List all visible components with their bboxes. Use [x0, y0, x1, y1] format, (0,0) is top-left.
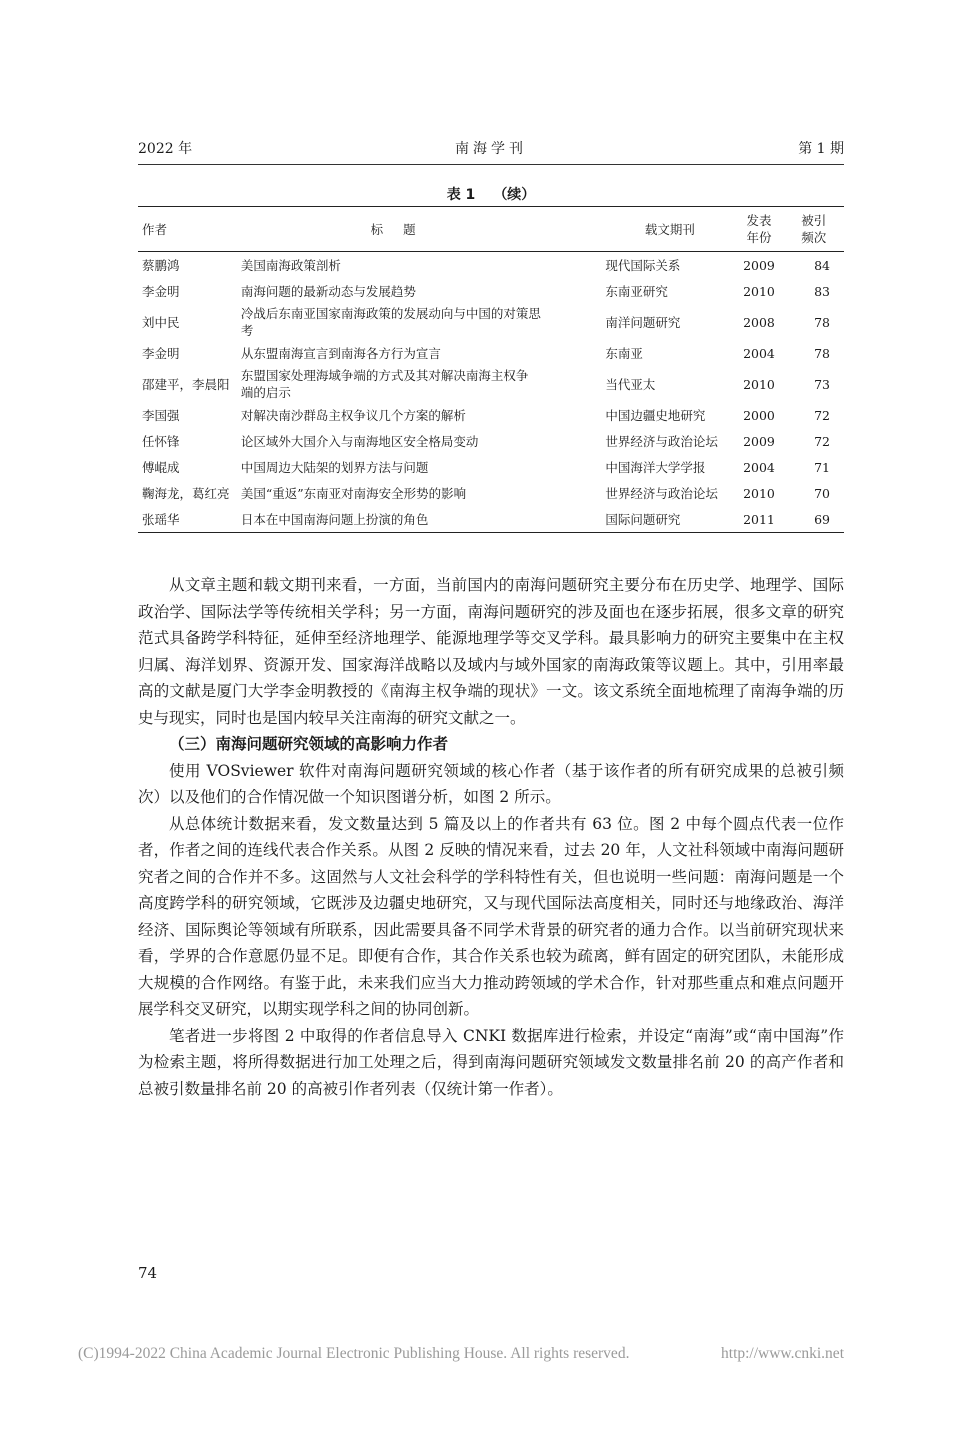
cell-journal: 东南亚 — [605, 345, 643, 361]
header-cited: 被引频次 — [801, 213, 827, 245]
article-body — [138, 572, 844, 1102]
cell-author: 任怀锋 — [142, 433, 180, 449]
cell-cited: 72 — [814, 433, 830, 449]
cell-year: 2008 — [743, 314, 775, 330]
cell-year: 2009 — [743, 257, 775, 273]
table-row — [138, 252, 844, 279]
cell-journal: 中国边疆史地研究 — [605, 407, 706, 423]
cell-cited: 78 — [814, 314, 830, 330]
cell-journal: 国际问题研究 — [605, 511, 681, 527]
table-caption-label: 表 1 — [446, 187, 476, 203]
cell-author: 邵建平，李晨阳 — [142, 376, 230, 392]
cell-title: 美国“重返”东南亚对南海安全形势的影响 — [240, 485, 467, 501]
header-year: 发表年份 — [746, 213, 772, 245]
cell-journal: 中国海洋大学学报 — [605, 459, 706, 475]
cell-cited: 72 — [814, 407, 830, 423]
cell-year: 2010 — [743, 376, 775, 392]
running-head-journal: 南海学刊 — [455, 141, 527, 157]
running-head-issue: 第 1 期 — [798, 141, 844, 157]
cell-year: 2009 — [743, 433, 775, 449]
cell-title: 中国周边大陆架的划界方法与问题 — [240, 459, 429, 475]
cell-title: 东盟国家处理海域争端的方式及其对解决南海主权争端的启示 — [240, 368, 529, 400]
paragraph-topics: 从文章主题和载文期刊来看，一方面，当前国内的南海问题研究主要分布在历史学、地理学、国际政治学、国际法学等传统相关学科；另一方面，南海问题研究的涉及面也在逐步拓展，很多文章的研究范式具备跨学科特征，延伸至经济地理学、能源地理学等交叉学科。最具影响力的研究主要集中在主权归属、海洋划界、资源开发、国家海洋战略以及域内与域外国家的南海政策等议题上。其中，引用率最高的文献是厦门大学李金明教授的《南海主权争端的现状》一文。该文系统全面地梳理了南海争端的历史与现实，同时也是国内较早关注南海的研究文献之一。 — [138, 576, 844, 727]
running-head-year: 2022 年 — [138, 141, 193, 157]
cell-journal: 现代国际关系 — [605, 257, 681, 273]
cell-author: 刘中民 — [142, 314, 180, 330]
cell-year: 2004 — [743, 459, 775, 475]
cell-author: 鞠海龙，葛红亮 — [142, 485, 230, 501]
citation-table — [138, 206, 844, 533]
table-row — [138, 454, 844, 480]
cell-title: 论区域外大国介入与南海地区安全格局变动 — [240, 433, 479, 449]
copyright-notice: (C)1994-2022 China Academic Journal Electronic Publishing House. All rights reserved. — [78, 1345, 630, 1362]
cell-journal: 东南亚研究 — [605, 283, 668, 299]
table-row — [138, 340, 844, 366]
cell-cited: 71 — [814, 459, 830, 475]
cell-year: 2011 — [743, 511, 775, 527]
cell-journal: 南洋问题研究 — [605, 314, 681, 330]
table-row — [138, 278, 844, 304]
cell-year: 2000 — [743, 407, 775, 423]
cnki-link[interactable]: http://www.cnki.net — [721, 1345, 844, 1362]
cell-title: 南海问题的最新动态与发展趋势 — [240, 283, 416, 299]
cell-author: 李国强 — [142, 407, 180, 423]
table-row — [138, 428, 844, 454]
cell-title: 冷战后东南亚国家南海政策的发展动向与中国的对策思考 — [240, 306, 541, 338]
cell-journal: 当代亚太 — [605, 376, 656, 392]
table-row — [138, 506, 844, 533]
cell-author: 蔡鹏鸿 — [142, 257, 180, 273]
cell-title: 美国南海政策剖析 — [240, 257, 341, 273]
cell-cited: 73 — [814, 376, 830, 392]
copyright-footer — [78, 1345, 844, 1363]
running-head — [138, 138, 844, 160]
cell-title: 日本在中国南海问题上扮演的角色 — [240, 511, 429, 527]
cell-cited: 83 — [814, 283, 830, 299]
cell-cited: 78 — [814, 345, 830, 361]
table-header-row — [138, 207, 844, 252]
cell-year: 2004 — [743, 345, 775, 361]
cell-author: 张瑶华 — [142, 511, 180, 527]
cell-year: 2010 — [743, 485, 775, 501]
cell-author: 李金明 — [142, 283, 180, 299]
cell-cited: 69 — [814, 511, 830, 527]
table-caption — [138, 184, 844, 204]
table-row — [138, 480, 844, 506]
cell-journal: 世界经济与政治论坛 — [605, 433, 718, 449]
table-row — [138, 366, 844, 402]
header-author: 作者 — [142, 221, 168, 237]
cell-title: 从东盟南海宣言到南海各方行为宣言 — [240, 345, 441, 361]
cell-cited: 70 — [814, 485, 830, 501]
table-row — [138, 402, 844, 428]
paragraph-collaboration: 从总体统计数据来看，发文数量达到 5 篇及以上的作者共有 63 位。图 2 中每个圆点代表一位作者，作者之间的连线代表合作关系。从图 2 反映的情况来看，过去 20 年，人文社科领域中南海问题研究者之间的合作并不多。这固然与人文社会科学的学科特性有关，但也说明一些问题：南海问题是一个高度跨学科的研究领域，它既涉及边疆史地研究，又与现代国际法高度相关，同时还与地缘政治、海洋经济、国际舆论等领域有所联系，因此需要具备不同学术背景的研究者的通力合作。以当前研究现状来看，学界的合作意愿仍显不足。即便有合作，其合作关系也较为疏离，鲜有固定的研究团队，未能形成大规模的合作网络。有鉴于此，未来我们应当大力推动跨领域的学术合作，针对那些重点和难点问题开展学科交叉研究，以期实现学科之间的协同创新。 — [138, 814, 844, 1018]
cell-year: 2010 — [743, 283, 775, 299]
table-row — [138, 304, 844, 340]
cell-title: 对解决南沙群岛主权争议几个方案的解析 — [240, 407, 466, 423]
cell-author: 李金明 — [142, 345, 180, 361]
header-journal: 载文期刊 — [644, 221, 695, 237]
cell-cited: 84 — [814, 257, 830, 273]
paragraph-vosviewer: 使用 VOSviewer 软件对南海问题研究领域的核心作者（基于该作者的所有研究成果的总被引频次）以及他们的合作情况做一个知识图谱分析，如图 2 所示。 — [138, 761, 844, 806]
cell-author: 傅崐成 — [142, 459, 180, 475]
page-number: 74 — [138, 1264, 158, 1282]
paragraph-cnki-search: 笔者进一步将图 2 中取得的作者信息导入 CNKI 数据库进行检索，并设定“南海”或“南中国海”作为检索主题，将所得数据进行加工处理之后，得到南海问题研究领域发文数量排名前 20 的高产作者和总被引数量排名前 20 的高被引作者列表（仅统计第一作者）。 — [138, 1026, 844, 1098]
header-title: 标题 — [370, 221, 436, 237]
table-caption-continued: （续） — [493, 187, 536, 203]
cell-journal: 世界经济与政治论坛 — [605, 485, 718, 501]
header-rule — [138, 164, 844, 165]
section-heading: （三）南海问题研究领域的高影响力作者 — [169, 735, 449, 753]
